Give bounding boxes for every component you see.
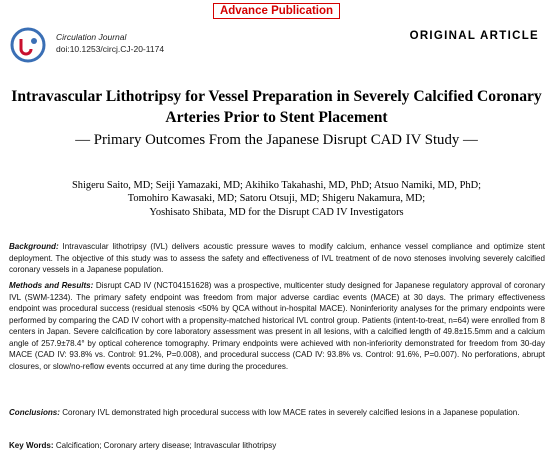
keywords (9, 440, 545, 452)
abstract-methods-results (9, 280, 545, 372)
banner-label: Advance Publication (213, 3, 340, 19)
abstract-conclusions (9, 407, 545, 419)
background-label: Background: (9, 242, 59, 251)
advance-publication-banner (0, 0, 553, 19)
journal-doi[interactable]: doi:10.1253/circj.CJ-20-1174 (56, 44, 165, 54)
author-line: Tomohiro Kawasaki, MD; Satoru Otsuji, MD; Shigeru Nakamura, MD; (127, 193, 426, 205)
author-line: Shigeru Saito, MD; Seiji Yamazaki, MD; Akihiko Takahashi, MD, PhD; Atsuo Namiki, MD, PhD; (72, 180, 481, 191)
paper-subtitle: — Primary Outcomes From the Japanese Disrupt CAD IV Study — (75, 132, 478, 148)
keywords-text: Calcification; Coronary artery disease; Intravascular lithotripsy (55, 441, 277, 450)
author-list (20, 179, 533, 219)
methods-label: Methods and Results: (9, 281, 94, 290)
background-text: Intravascular lithotripsy (IVL) delivers acoustic pressure waves to modify calcium, enhance vessel compliance and optimize stent deployment. The objective of this study was to assess the safety and effectiveness of IVL treatment of de novo stenoses involving severely calcified coronary vessels in a Japanese population. (9, 242, 545, 274)
paper-title: Intravascular Lithotripsy for Vessel Preparation in Severely Calcified Coronary Arteries Prior to Stent Placement (11, 88, 542, 126)
conclusions-label: Conclusions: (9, 408, 60, 417)
methods-text: Disrupt CAD IV (NCT04151628) was a prospective, multicenter study designed for Japanese regulatory approval of coronary IVL (SWM-1234). The primary safety endpoint was freedom from major adverse cardiac events (MACE) at 30 days. The primary effectiveness endpoint was procedural success (residual stenosis <50% by QCA without in-hospital MACE). Noninferiority analyses for the primary endpoints were performed by comparing the CAD IV cohort with a propensity-matched historical IVL control group. Patients (intent-to-treat, n=64) were enrolled from 8 centers in Japan. Severe calcification by core laboratory assessment was present in all lesions, with a calcified length of 49.8±15.5mm and a calcium angle of 257.9±78.4° by optical coherence tomography. Primary endpoints were achieved with non-inferiority demonstrated for freedom from 30-day MACE (CAD IV: 93.8% vs. Control: 91.2%, P=0.008), and procedural success (CAD IV: 93.8% vs. Control: 91.6%, P=0.007). No perforations, abrupt closures, or slow/no-reflow events occurred at any time during the procedures. (9, 281, 545, 371)
author-line: Yoshisato Shibata, MD for the Disrupt CAD IV Investigators (149, 206, 404, 218)
circulation-journal-logo-icon (10, 27, 46, 63)
journal-info (56, 31, 164, 55)
keywords-label: Key Words: (9, 441, 54, 450)
journal-name: Circulation Journal (56, 32, 127, 42)
conclusions-text: Coronary IVL demonstrated high procedural success with low MACE rates in severely calcified lesions in a Japanese population. (62, 408, 520, 417)
article-type: ORIGINAL ARTICLE (409, 30, 539, 42)
abstract-background (9, 241, 545, 276)
